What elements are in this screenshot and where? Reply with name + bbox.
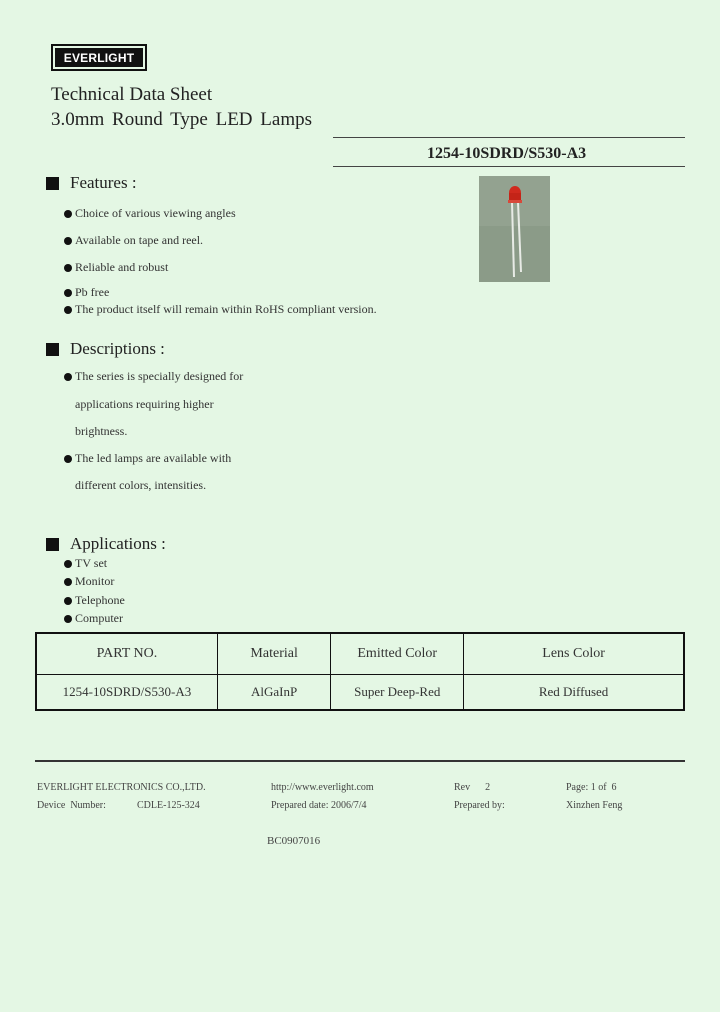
bullet-icon: [64, 578, 72, 586]
square-bullet-icon: [46, 538, 59, 551]
square-bullet-icon: [46, 177, 59, 190]
header-material: Material: [217, 633, 330, 675]
description-continuation: different colors, intensities.: [75, 478, 207, 492]
bullet-icon: [64, 289, 72, 297]
header-part-no: PART NO.: [36, 633, 217, 675]
application-item: TV set: [64, 556, 107, 571]
doc-subtitle: 3.0mm Round Type LED Lamps: [51, 109, 312, 130]
features-heading: Features :: [46, 173, 137, 193]
footer-prepared-date: Prepared date: 2006/7/4: [271, 800, 367, 811]
footer-device-label: Device Number:: [37, 800, 106, 811]
feature-item: Available on tape and reel.: [64, 233, 203, 248]
feature-item: The product itself will remain within RoHS compliant version.: [64, 302, 377, 317]
bullet-icon: [64, 455, 72, 463]
part-number: 1254-10SDRD/S530-A3: [427, 145, 587, 162]
led-lamp-image: [479, 176, 550, 282]
feature-item: Pb free: [64, 285, 109, 300]
description-item: The series is specially designed for: [64, 369, 243, 384]
application-item: Computer: [64, 611, 123, 626]
cell-part-no: 1254-10SDRD/S530-A3: [36, 675, 217, 711]
application-item: Monitor: [64, 574, 114, 589]
bullet-icon: [64, 597, 72, 605]
header-lens-color: Lens Color: [464, 633, 684, 675]
feature-item: Reliable and robust: [64, 260, 168, 275]
cell-emitted-color: Super Deep-Red: [331, 675, 464, 711]
footer-company: EVERLIGHT ELECTRONICS CO.,LTD.: [37, 782, 206, 793]
table-header-row: [36, 633, 684, 675]
description-continuation: applications requiring higher: [75, 397, 214, 411]
footer-prepared-by: Xinzhen Feng: [566, 800, 623, 811]
led-photo: [479, 176, 550, 282]
footer-doc-code: BC0907016: [267, 835, 321, 847]
parts-table: [35, 632, 685, 711]
feature-item: Choice of various viewing angles: [64, 206, 236, 221]
descriptions-heading: Descriptions :: [46, 339, 165, 359]
bullet-icon: [64, 615, 72, 623]
logo-text: EVERLIGHT: [55, 48, 143, 67]
doc-title: Technical Data Sheet: [51, 84, 213, 105]
footer-website: http://www.everlight.com: [271, 782, 374, 793]
footer-rev: Rev 2: [454, 782, 491, 793]
footer-page: Page: 1 of 6: [566, 782, 617, 793]
footer-prepared-by-label: Prepared by:: [454, 800, 505, 811]
bullet-icon: [64, 264, 72, 272]
applications-heading: Applications :: [46, 534, 166, 554]
application-item: Telephone: [64, 593, 125, 608]
cell-material: AlGaInP: [217, 675, 330, 711]
bullet-icon: [64, 210, 72, 218]
divider-top: [333, 137, 685, 138]
bullet-icon: [64, 306, 72, 314]
bullet-icon: [64, 373, 72, 381]
table-row: [36, 675, 684, 711]
cell-lens-color: Red Diffused: [464, 675, 684, 711]
header-emitted-color: Emitted Color: [331, 633, 464, 675]
everlight-logo: [51, 44, 147, 71]
bullet-icon: [64, 560, 72, 568]
divider-part: [333, 166, 685, 167]
description-continuation: brightness.: [75, 424, 128, 438]
description-item: The led lamps are available with: [64, 451, 231, 466]
footer-divider: [35, 760, 685, 762]
bullet-icon: [64, 237, 72, 245]
square-bullet-icon: [46, 343, 59, 356]
footer-device-number: CDLE-125-324: [137, 800, 200, 811]
